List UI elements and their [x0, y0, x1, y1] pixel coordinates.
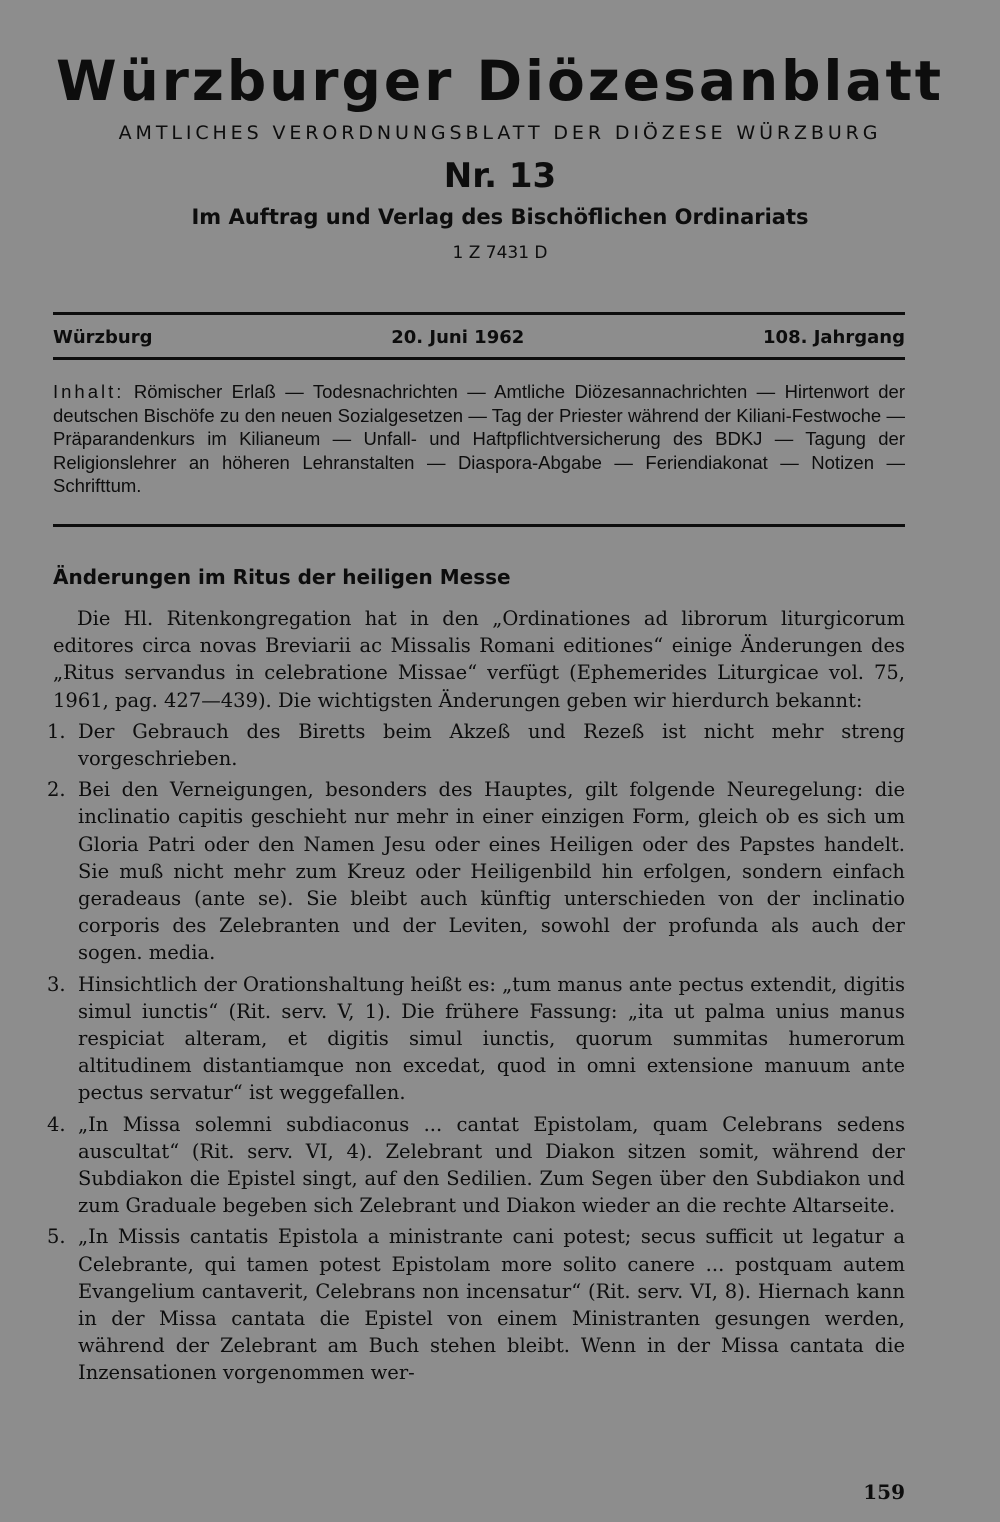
contents-label: Inhalt:	[53, 381, 125, 402]
item-text: Der Gebrauch des Biretts beim Akzeß und Rezeß ist nicht mehr streng vorgeschrieben.	[78, 719, 905, 771]
change-list	[47, 718, 906, 1387]
article-heading: Änderungen im Ritus der heiligen Messe	[53, 565, 511, 589]
item-number: 4.	[47, 1112, 66, 1136]
publication-subtitle: AMTLICHES VERORDNUNGSBLATT DER DIÖZESE WÜRZBURG	[118, 122, 882, 144]
publication-title: Würzburger Diözesanblatt	[55, 49, 945, 113]
article-intro: Die Hl. Ritenkongregation hat in den „Ordinationes ad librorum liturgicorum editores circa novas Breviarii ac Missalis Romani editiones“ einige Änderungen des „Ritus servandus in celebratione Missae“ verfügt (Ephemerides Liturgicae vol. 75, 1961, pag. 427—439). Die wichtigsten Änderungen geben wir hierdurch bekannt:	[53, 607, 905, 712]
item-number: 3.	[47, 972, 66, 996]
top-divider	[53, 312, 905, 315]
item-text: Hinsichtlich der Orationshaltung heißt es: „tum manus ante pectus extendit, digitis simul iunctis“ (Rit. serv. V, 1). Die frühere Fassung: „ita ut palma unius manus respiciat alteram, et digitis simul iunctis, quorum summitas humerorum altitudinem distantiamque non excedat, quod in omni extensione manuum ante pectus servatur“ ist weggefallen.	[78, 972, 906, 1105]
list-item	[47, 718, 905, 772]
dateline-place: Würzburg	[53, 327, 153, 348]
postal-code: 1 Z 7431 D	[452, 243, 548, 263]
item-text: Bei den Verneigungen, besonders des Hauptes, gilt folgende Neuregelung: die inclinatio capitis geschieht nur mehr in einer einzigen Form, gleich ob es sich um Gloria Patri oder den Namen Jesu oder eines Heiligen oder des Papstes handelt. Sie muß nicht mehr zum Kreuz oder Heiligenbild hin erfolgen, sondern einfach geradeaus (ante se). Sie bleibt auch künftig unterschieden von der inclinatio corporis des Zelebranten und der Leviten, sowohl der profunda als auch der sogen. media.	[78, 778, 905, 965]
dateline-date: 20. Juni 1962	[391, 327, 525, 348]
item-number: 5.	[47, 1225, 66, 1249]
contents-divider	[53, 524, 905, 527]
dateline	[53, 326, 905, 350]
table-of-contents	[53, 380, 905, 498]
list-item	[47, 971, 906, 1107]
list-item	[47, 776, 905, 966]
list-item	[47, 1223, 905, 1386]
dateline-divider	[53, 357, 905, 360]
publisher-line: Im Auftrag und Verlag des Bischöflichen Ordinariats	[191, 205, 809, 229]
masthead	[0, 48, 1000, 266]
item-number: 2.	[47, 778, 66, 802]
item-text: „In Missa solemni subdiaconus ... cantat Epistolam, quam Celebrans sedens auscultat“ (Rit. serv. VI, 4). Zelebrant und Diakon sitzen somit, während der Subdiakon die Epistel singt, auf den Sedilien. Zum Segen über den Subdiakon und zum Graduale begeben sich Zelebrant und Diakon wieder an die rechte Altarseite.	[78, 1112, 905, 1218]
issue-number: Nr. 13	[443, 156, 557, 196]
page-number: 159	[863, 1480, 905, 1504]
list-item	[47, 1111, 905, 1220]
dateline-volume: 108. Jahrgang	[763, 327, 905, 348]
contents-text: Römischer Erlaß — Todesnachrichten — Amtliche Diözesannachrichten — Hirtenwort der deutschen Bischöfe zu den neuen Sozialgesetzen — Tag der Priester während der Kiliani-Festwoche — Präparandenkurs im Kilianeum — Unfall- und Haftpflichtversicherung des BDKJ — Tagung der Religionslehrer an höheren Lehranstalten — Diaspora-Abgabe — Feriendiakonat — Notizen — Schrifttum.	[53, 381, 906, 496]
item-text: „In Missis cantatis Epistola a ministrante cani potest; secus sufficit ut legatur a Celebrante, qui tamen potest Epistolam more solito canere ... postquam autem Evangelium cantaverit, Celebrans non incensatur“ (Rit. serv. VI, 8). Hiernach kann in der Missa cantata die Epistel von einem Ministranten gesungen werden, während der Zelebrant am Buch stehen bleibt. Wenn in der Missa cantata die Inzensationen vorgenommen wer-	[78, 1225, 905, 1385]
article-body	[47, 605, 906, 1391]
item-number: 1.	[47, 719, 66, 743]
